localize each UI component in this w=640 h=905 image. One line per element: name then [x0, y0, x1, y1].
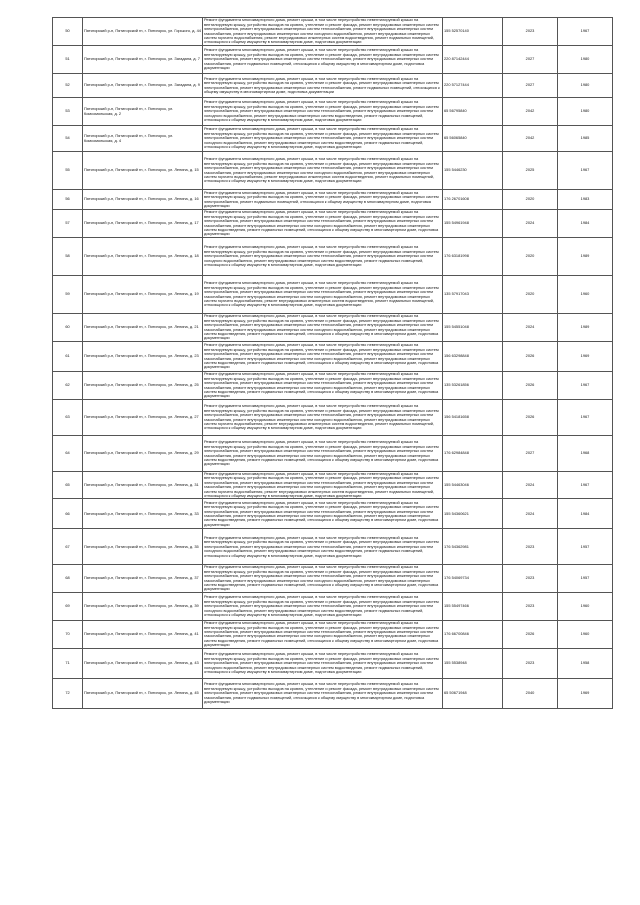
build-year-cell: 1984 [558, 210, 613, 238]
planned-year-cell: 2023 [503, 18, 558, 46]
row-number-cell: 68 [53, 565, 83, 592]
build-year-cell: 1967 [558, 472, 613, 499]
cost-cell: 155 54463046 [443, 472, 503, 499]
row-number-cell: 59 [53, 276, 83, 314]
table-row [53, 152, 613, 190]
planned-year-cell: 2026 [503, 342, 558, 372]
planned-year-cell: 2042 [503, 98, 558, 126]
cost-cell: 176 54362981 [443, 529, 503, 565]
address-cell: Пятигорский р-н, Пятигорский гп, г. Пятигорск, ул. Ленина, д. 27 [83, 400, 203, 436]
row-number-cell: 51 [53, 46, 83, 74]
planned-year-cell: 2042 [503, 126, 558, 152]
address-cell: Пятигорский р-н, Пятигорский гп, г. Пятигорск, ул. Ленина, д. 31 [83, 472, 203, 499]
address-cell: Пятигорский р-н, Пятигорский гп, г. Пятигорск, ул. Ленина, д. 23 [83, 342, 203, 372]
cost-cell: 156 63298848 [443, 342, 503, 372]
build-year-cell: 1969 [558, 342, 613, 372]
table-row [53, 499, 613, 529]
build-year-cell: 1967 [558, 372, 613, 400]
cost-cell: 176 54069734 [443, 565, 503, 592]
work-types-cell: Ремонт фундамента многоквартирного дома, ремонт крыши, в том числе переустройство невентилируемой крыши на вентилируемую крышу, устройство выходов на кровлю, утепление и ремонт фасада, ремонт внутридомовых инженерных систем электроснабжения, ремонт внутридомовых инженерных систем теплоснабжения, ремонт подвальных помещений, относящихся к общему имуществу в многоквартирном доме, подготовка документации [203, 74, 443, 98]
work-types-cell: Ремонт фундамента многоквартирного дома, ремонт крыши, в том числе переустройство невентилируемой крыши на вентилируемую крышу, устройство выходов на кровлю, утепление и ремонт фасада, ремонт внутридомовых инженерных систем электроснабжения, ремонт внутридомовых инженерных систем теплоснабжения, ремонт внутридомовых инженерных систем газоснабжения, ремонт внутридомовых инженерных систем холодного водоснабжения, ремонт внутридомовых инженерных систем водоотведения, ремонт подвальных помещений, относящихся к общему имуществу в многоквартирном доме, подготовка документации [203, 210, 443, 238]
build-year-cell: 1957 [558, 565, 613, 592]
cost-cell: 176 62984848 [443, 436, 503, 472]
address-cell: Пятигорский р-н, Пятигорский гп, г. Пятигорск, ул. Ленина, д. 39 [83, 592, 203, 620]
address-cell: Пятигорский р-н, Пятигорский гп, г. Пятигорск, ул. Комсомольская, д. 2 [83, 98, 203, 126]
row-number-cell: 52 [53, 74, 83, 98]
work-types-cell: Ремонт фундамента многоквартирного дома, ремонт крыши, в том числе переустройство невентилируемой крыши на вентилируемую крышу, устройство выходов на кровлю, утепление и ремонт фасада, ремонт внутридомовых инженерных систем электроснабжения, ремонт внутридомовых инженерных систем теплоснабжения, ремонт внутридомовых инженерных систем холодного водоснабжения, ремонт внутридомовых инженерных систем водоотведения, ремонт подвальных помещений, относящихся к общему имуществу в многоквартирном доме, подготовка документации [203, 98, 443, 126]
table-row [53, 400, 613, 436]
row-number-cell: 60 [53, 314, 83, 342]
planned-year-cell: 2023 [503, 648, 558, 678]
build-year-cell: 1960 [558, 276, 613, 314]
table-row [53, 565, 613, 592]
row-number-cell: 66 [53, 499, 83, 529]
planned-year-cell: 2020 [503, 276, 558, 314]
build-year-cell: 1980 [558, 46, 613, 74]
address-cell: Пятигорский р-н, Пятигорский гп, г. Пятигорск, ул. Загадана, д. 7 [83, 46, 203, 74]
table-row [53, 74, 613, 98]
cost-cell: 176 63181998 [443, 238, 503, 276]
row-number-cell: 69 [53, 592, 83, 620]
build-year-cell: 1957 [558, 529, 613, 565]
build-year-cell: 1960 [558, 592, 613, 620]
work-types-cell: Ремонт фундамента многоквартирного дома, ремонт крыши, в том числе переустройство невентилируемой крыши на вентилируемую крышу, устройство выходов на кровлю, утепление и ремонт фасада, ремонт внутридомовых инженерных систем электроснабжения, ремонт внутридомовых инженерных систем теплоснабжения, ремонт внутридомовых инженерных систем газоснабжения, ремонт подвальных помещений, относящихся к общему имуществу в многоквартирном доме, подготовка документации [203, 678, 443, 708]
work-types-cell: Ремонт фундамента многоквартирного дома, ремонт крыши, в том числе переустройство невентилируемой крыши на вентилируемую крышу, устройство выходов на кровлю, утепление и ремонт фасада, ремонт внутридомовых инженерных систем электроснабжения, ремонт внутридомовых инженерных систем теплоснабжения, ремонт внутридомовых инженерных систем газоснабжения, ремонт внутридомовых инженерных систем холодного водоснабжения, ремонт внутридомовых инженерных систем горячего водоснабжения, ремонт внутридомовых инженерных систем водоотведения, ремонт подвальных помещений, относящихся к общему имуществу в многоквартирном доме, подготовка документации [203, 472, 443, 499]
planned-year-cell: 2024 [503, 210, 558, 238]
planned-year-cell: 2026 [503, 400, 558, 436]
table-row [53, 18, 613, 46]
table-row [53, 276, 613, 314]
address-cell: Пятигорский р-н, Пятигорский гп, г. Пятигорск, ул. Ленина, д. 21 [83, 314, 203, 342]
work-types-cell: Ремонт фундамента многоквартирного дома, ремонт крыши, в том числе переустройство невентилируемой крыши на вентилируемую крышу, устройство выходов на кровлю, утепление и ремонт фасада, ремонт внутридомовых инженерных систем электроснабжения, ремонт внутридомовых инженерных систем теплоснабжения, ремонт внутридомовых инженерных систем холодного водоснабжения, ремонт внутридомовых инженерных систем водоотведения, ремонт подвальных помещений, относящихся к общему имуществу в многоквартирном доме, подготовка документации [203, 592, 443, 620]
build-year-cell: 1989 [558, 238, 613, 276]
cost-cell: 176 66700846 [443, 620, 503, 648]
row-number-cell: 67 [53, 529, 83, 565]
work-types-cell: Ремонт фундамента многоквартирного дома, ремонт крыши, в том числе переустройство невентилируемой крыши на вентилируемую крышу, устройство выходов на кровлю, утепление и ремонт фасада, ремонт внутридомовых инженерных систем электроснабжения, ремонт внутридомовых инженерных систем теплоснабжения, ремонт внутридомовых инженерных систем газоснабжения, ремонт внутридомовых инженерных систем холодного водоснабжения, ремонт внутридомовых инженерных систем водоотведения, ремонт подвальных помещений, относящихся к общему имуществу в многоквартирном доме, подготовка документации [203, 314, 443, 342]
work-types-cell: Ремонт фундамента многоквартирного дома, ремонт крыши, в том числе переустройство невентилируемой крыши на вентилируемую крышу, устройство выходов на кровлю, утепление и ремонт фасада, ремонт внутридомовых инженерных систем электроснабжения, ремонт внутридомовых инженерных систем теплоснабжения, ремонт внутридомовых инженерных систем газоснабжения, ремонт внутридомовых инженерных систем холодного водоснабжения, ремонт внутридомовых инженерных систем водоотведения, ремонт подвальных помещений, относящихся к общему имуществу в многоквартирном доме, подготовка документации [203, 565, 443, 592]
work-types-cell: Ремонт фундамента многоквартирного дома, ремонт крыши, в том числе переустройство невентилируемой крыши на вентилируемую крышу, устройство выходов на кровлю, утепление и ремонт фасада, ремонт внутридомовых инженерных систем электроснабжения, ремонт внутридомовых инженерных систем теплоснабжения, ремонт внутридомовых инженерных систем газоснабжения, ремонт внутридомовых инженерных систем холодного водоснабжения, ремонт внутридомовых инженерных систем горячего водоснабжения, ремонт внутридомовых инженерных систем водоотведения, ремонт подвальных помещений, относящихся к общему имуществу в многоквартирном доме, подготовка документации [203, 276, 443, 314]
table-row [53, 472, 613, 499]
cost-cell: 65 56065840 [443, 126, 503, 152]
build-year-cell: 1983 [558, 190, 613, 210]
planned-year-cell: 2023 [503, 565, 558, 592]
planned-year-cell: 2024 [503, 472, 558, 499]
cost-cell: 155 5446230 [443, 152, 503, 190]
row-number-cell: 56 [53, 190, 83, 210]
work-types-cell: Ремонт фундамента многоквартирного дома, ремонт крыши, в том числе переустройство невентилируемой крыши на вентилируемую крышу, устройство выходов на кровлю, утепление и ремонт фасада, ремонт внутридомовых инженерных систем электроснабжения, ремонт внутридомовых инженерных систем теплоснабжения, ремонт внутридомовых инженерных систем холодного водоснабжения, ремонт внутридомовых инженерных систем водоотведения, ремонт подвальных помещений, относящихся к общему имуществу в многоквартирном доме, подготовка документации [203, 126, 443, 152]
cost-cell: 155 55497466 [443, 592, 503, 620]
cost-cell: 155 52570140 [443, 18, 503, 46]
planned-year-cell: 2023 [503, 592, 558, 620]
build-year-cell: 1968 [558, 436, 613, 472]
build-year-cell: 1980 [558, 74, 613, 98]
row-number-cell: 57 [53, 210, 83, 238]
table-row [53, 372, 613, 400]
row-number-cell: 58 [53, 238, 83, 276]
address-cell: Пятигорский р-н, Пятигорский гп, г. Пятигорск, ул. Ленина, д. 19 [83, 276, 203, 314]
planned-year-cell: 2020 [503, 190, 558, 210]
capital-repair-table [52, 17, 613, 709]
cost-cell: 155 5538948 [443, 648, 503, 678]
table-row [53, 678, 613, 708]
planned-year-cell: 2025 [503, 152, 558, 190]
address-cell: Пятигорский р-н, Пятигорский гп, г. Пятигорск, ул. Ленина, д. 15 [83, 152, 203, 190]
build-year-cell: 1980 [558, 98, 613, 126]
build-year-cell: 1969 [558, 678, 613, 708]
address-cell: Пятигорский р-н, Пятигорский гп, г. Пятигорск, ул. Ленина, д. 25 [83, 372, 203, 400]
address-cell: Пятигорский р-н, Пятигорский гп, г. Пятигорск, ул. Горького, д. 44 [83, 18, 203, 46]
table-row [53, 238, 613, 276]
cost-cell: 65 56795840 [443, 98, 503, 126]
address-cell: Пятигорский р-н, Пятигорский гп, г. Пятигорск, ул. Ленина, д. 29 [83, 436, 203, 472]
work-types-cell: Ремонт фундамента многоквартирного дома, ремонт крыши, в том числе переустройство невентилируемой крыши на вентилируемую крышу, устройство выходов на кровлю, утепление и ремонт фасада, ремонт внутридомовых инженерных систем электроснабжения, ремонт внутридомовых инженерных систем теплоснабжения, ремонт внутридомовых инженерных систем холодного водоснабжения, ремонт внутридомовых инженерных систем водоотведения, ремонт подвальных помещений, относящихся к общему имуществу в многоквартирном доме, подготовка документации [203, 529, 443, 565]
row-number-cell: 55 [53, 152, 83, 190]
cost-cell: 135 57917043 [443, 276, 503, 314]
build-year-cell: 1985 [558, 126, 613, 152]
build-year-cell: 1984 [558, 499, 613, 529]
row-number-cell: 53 [53, 98, 83, 126]
cost-cell: 155 54961948 [443, 210, 503, 238]
table-row [53, 620, 613, 648]
row-number-cell: 50 [53, 18, 83, 46]
cost-cell: 155 54360621 [443, 499, 503, 529]
work-types-cell: Ремонт фундамента многоквартирного дома, ремонт крыши, в том числе переустройство невентилируемой крыши на вентилируемую крышу, устройство выходов на кровлю, утепление и ремонт фасада, ремонт внутридомовых инженерных систем электроснабжения, ремонт внутридомовых инженерных систем теплоснабжения, ремонт внутридомовых инженерных систем газоснабжения, ремонт подвальных помещений, относящихся к общему имуществу в многоквартирном доме, подготовка документации [203, 46, 443, 74]
row-number-cell: 64 [53, 436, 83, 472]
planned-year-cell: 2026 [503, 372, 558, 400]
work-types-cell: Ремонт фундамента многоквартирного дома, ремонт крыши, в том числе переустройство невентилируемой крыши на вентилируемую крышу, устройство выходов на кровлю, утепление и ремонт фасада, ремонт внутридомовых инженерных систем электроснабжения, ремонт внутридомовых инженерных систем теплоснабжения, ремонт внутридомовых инженерных систем газоснабжения, ремонт внутридомовых инженерных систем холодного водоснабжения, ремонт внутридомовых инженерных систем горячего водоснабжения, ремонт внутридомовых инженерных систем водоотведения, ремонт подвальных помещений, относящихся к общему имуществу в многоквартирном доме, подготовка документации [203, 400, 443, 436]
cost-cell: 220 57127444 [443, 74, 503, 98]
work-types-cell: Ремонт фундамента многоквартирного дома, ремонт крыши, в том числе переустройство невентилируемой крыши на вентилируемую крышу, устройство выходов на кровлю, утепление и ремонт фасада, ремонт внутридомовых инженерных систем электроснабжения, ремонт внутридомовых инженерных систем теплоснабжения, ремонт внутридомовых инженерных систем газоснабжения, ремонт внутридомовых инженерных систем холодного водоснабжения, ремонт внутридомовых инженерных систем водоотведения, ремонт подвальных помещений, относящихся к общему имуществу в многоквартирном доме, подготовка документации [203, 372, 443, 400]
row-number-cell: 71 [53, 648, 83, 678]
build-year-cell: 1967 [558, 152, 613, 190]
address-cell: Пятигорский р-н, Пятигорский гп, г. Пятигорск, ул. Ленина, д. 43 [83, 648, 203, 678]
cost-cell: 135 53261856 [443, 372, 503, 400]
planned-year-cell: 2027 [503, 46, 558, 74]
row-number-cell: 62 [53, 372, 83, 400]
planned-year-cell: 2027 [503, 74, 558, 98]
build-year-cell: 1989 [558, 314, 613, 342]
table-row [53, 190, 613, 210]
cost-cell: 176 26701608 [443, 190, 503, 210]
planned-year-cell: 2026 [503, 620, 558, 648]
work-types-cell: Ремонт фундамента многоквартирного дома, ремонт крыши, в том числе переустройство невентилируемой крыши на вентилируемую крышу, устройство выходов на кровлю, утепление и ремонт фасада, ремонт внутридомовых инженерных систем электроснабжения, ремонт подвальных помещений, относящихся к общему имуществу в многоквартирном доме, подготовка документации [203, 190, 443, 210]
build-year-cell: 1960 [558, 620, 613, 648]
table-row [53, 46, 613, 74]
table-row [53, 592, 613, 620]
work-types-cell: Ремонт фундамента многоквартирного дома, ремонт крыши, в том числе переустройство невентилируемой крыши на вентилируемую крышу, устройство выходов на кровлю, утепление и ремонт фасада, ремонт внутридомовых инженерных систем электроснабжения, ремонт внутридомовых инженерных систем теплоснабжения, ремонт внутридомовых инженерных систем газоснабжения, ремонт внутридомовых инженерных систем холодного водоснабжения, ремонт внутридомовых инженерных систем водоотведения, ремонт подвальных помещений, относящихся к общему имуществу в многоквартирном доме, подготовка документации [203, 436, 443, 472]
work-types-cell: Ремонт фундамента многоквартирного дома, ремонт крыши, в том числе переустройство невентилируемой крыши на вентилируемую крышу, устройство выходов на кровлю, утепление и ремонт фасада, ремонт внутридомовых инженерных систем электроснабжения, ремонт внутридомовых инженерных систем теплоснабжения, ремонт внутридомовых инженерных систем газоснабжения, ремонт внутридомовых инженерных систем холодного водоснабжения, ремонт внутридомовых инженерных систем водоотведения, ремонт подвальных помещений, относящихся к общему имуществу в многоквартирном доме, подготовка документации [203, 499, 443, 529]
row-number-cell: 72 [53, 678, 83, 708]
address-cell: Пятигорский р-н, Пятигорский гп, г. Пятигорск, ул. Ленина, д. 41 [83, 620, 203, 648]
address-cell: Пятигорский р-н, Пятигорский гп, г. Пятигорск, ул. Ленина, д. 45 [83, 678, 203, 708]
planned-year-cell: 2040 [503, 678, 558, 708]
cost-cell: 220 87142444 [443, 46, 503, 74]
work-types-cell: Ремонт фундамента многоквартирного дома, ремонт крыши, в том числе переустройство невентилируемой крыши на вентилируемую крышу, устройство выходов на кровлю, утепление и ремонт фасада, ремонт внутридомовых инженерных систем электроснабжения, ремонт внутридомовых инженерных систем теплоснабжения, ремонт внутридомовых инженерных систем газоснабжения, ремонт внутридомовых инженерных систем холодного водоснабжения, ремонт внутридомовых инженерных систем водоотведения, ремонт подвальных помещений, относящихся к общему имуществу в многоквартирном доме, подготовка документации [203, 620, 443, 648]
table-row [53, 436, 613, 472]
row-number-cell: 63 [53, 400, 83, 436]
row-number-cell: 54 [53, 126, 83, 152]
work-types-cell: Ремонт фундамента многоквартирного дома, ремонт крыши, в том числе переустройство невентилируемой крыши на вентилируемую крышу, устройство выходов на кровлю, утепление и ремонт фасада, ремонт внутридомовых инженерных систем электроснабжения, ремонт внутридомовых инженерных систем теплоснабжения, ремонт внутридомовых инженерных систем холодного водоснабжения, ремонт внутридомовых инженерных систем водоотведения, ремонт подвальных помещений, относящихся к общему имуществу в многоквартирном доме, подготовка документации [203, 648, 443, 678]
build-year-cell: 1967 [558, 400, 613, 436]
table-row [53, 126, 613, 152]
row-number-cell: 65 [53, 472, 83, 499]
build-year-cell: 1958 [558, 648, 613, 678]
cost-cell: 156 54181658 [443, 400, 503, 436]
planned-year-cell: 2024 [503, 314, 558, 342]
address-cell: Пятигорский р-н, Пятигорский гп, г. Пятигорск, ул. Ленина, д. 37 [83, 565, 203, 592]
table-row [53, 98, 613, 126]
address-cell: Пятигорский р-н, Пятигорский гп, г. Пятигорск, ул. Ленина, д. 35 [83, 529, 203, 565]
work-types-cell: Ремонт фундамента многоквартирного дома, ремонт крыши, в том числе переустройство невентилируемой крыши на вентилируемую крышу, устройство выходов на кровлю, утепление и ремонт фасада, ремонт внутридомовых инженерных систем электроснабжения, ремонт внутридомовых инженерных систем теплоснабжения, ремонт внутридомовых инженерных систем газоснабжения, ремонт внутридомовых инженерных систем холодного водоснабжения, ремонт внутридомовых инженерных систем водоотведения, ремонт подвальных помещений, относящихся к общему имуществу в многоквартирном доме, подготовка документации [203, 342, 443, 372]
table-row [53, 210, 613, 238]
planned-year-cell: 2023 [503, 529, 558, 565]
cost-cell: 155 54551048 [443, 314, 503, 342]
address-cell: Пятигорский р-н, Пятигорский гп, г. Пятигорск, ул. Загадана, д. 9 [83, 74, 203, 98]
planned-year-cell: 2024 [503, 499, 558, 529]
work-types-cell: Ремонт фундамента многоквартирного дома, ремонт крыши, в том числе переустройство невентилируемой крыши на вентилируемую крышу, устройство выходов на кровлю, утепление и ремонт фасада, ремонт внутридомовых инженерных систем электроснабжения, ремонт внутридомовых инженерных систем теплоснабжения, ремонт внутридомовых инженерных систем газоснабжения, ремонт внутридомовых инженерных систем холодного водоснабжения, ремонт внутридомовых инженерных систем горячего водоснабжения, ремонт внутридомовых инженерных систем водоотведения, ремонт подвальных помещений, относящихся к общему имуществу в многоквартирном доме, подготовка документации [203, 152, 443, 190]
table-row [53, 314, 613, 342]
work-types-cell: Ремонт фундамента многоквартирного дома, ремонт крыши, в том числе переустройство невентилируемой крыши на вентилируемую крышу, устройство выходов на кровлю, утепление и ремонт фасада, ремонт внутридомовых инженерных систем электроснабжения, ремонт внутридомовых инженерных систем теплоснабжения, ремонт внутридомовых инженерных систем холодного водоснабжения, ремонт внутридомовых инженерных систем водоотведения, ремонт подвальных помещений, относящихся к общему имуществу в многоквартирном доме, подготовка документации [203, 238, 443, 276]
address-cell: Пятигорский р-н, Пятигорский гп, г. Пятигорск, ул. Ленина, д. 18 [83, 238, 203, 276]
row-number-cell: 70 [53, 620, 83, 648]
planned-year-cell: 2027 [503, 436, 558, 472]
row-number-cell: 61 [53, 342, 83, 372]
address-cell: Пятигорский р-н, Пятигорский гп, г. Пятигорск, ул. Ленина, д. 16 [83, 190, 203, 210]
work-types-cell: Ремонт фундамента многоквартирного дома, ремонт крыши, в том числе переустройство невентилируемой крыши на вентилируемую крышу, устройство выходов на кровлю, утепление и ремонт фасада, ремонт внутридомовых инженерных систем электроснабжения, ремонт внутридомовых инженерных систем теплоснабжения, ремонт внутридомовых инженерных систем газоснабжения, ремонт внутридомовых инженерных систем холодного водоснабжения, ремонт внутридомовых инженерных систем горячего водоснабжения, ремонт внутридомовых инженерных систем водоотведения, ремонт подвальных помещений, относящихся к общему имуществу в многоквартирном доме, подготовка документации [203, 18, 443, 46]
table-body [53, 18, 613, 709]
table-row [53, 648, 613, 678]
table-row [53, 529, 613, 565]
table-row [53, 342, 613, 372]
planned-year-cell: 2020 [503, 238, 558, 276]
cost-cell: 65 50671948 [443, 678, 503, 708]
build-year-cell: 1967 [558, 18, 613, 46]
address-cell: Пятигорский р-н, Пятигорский гп, г. Пятигорск, ул. Комсомольская, д. 4 [83, 126, 203, 152]
address-cell: Пятигорский р-н, Пятигорский гп, г. Пятигорск, ул. Ленина, д. 33 [83, 499, 203, 529]
address-cell: Пятигорский р-н, Пятигорский гп, г. Пятигорск, ул. Ленина, д. 17 [83, 210, 203, 238]
